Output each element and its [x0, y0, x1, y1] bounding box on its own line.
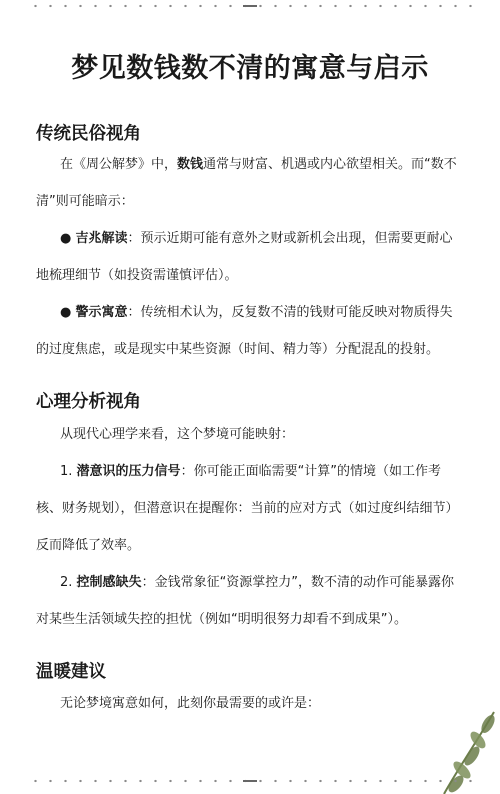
- bottom-dash-ornament: [243, 780, 257, 782]
- advice-intro: 无论梦境寓意如何，此刻你最需要的或许是：: [60, 696, 321, 711]
- psych-intro: 从现代心理学来看，这个梦境可能映射：: [60, 427, 295, 442]
- section-heading-advice: 温暖建议: [36, 662, 106, 682]
- section-heading-folk: 传统民俗视角: [36, 124, 141, 144]
- psych-item-1: [36, 453, 464, 564]
- folk-bullet-2: [36, 294, 464, 368]
- item-text: ：金钱常象征“资源掌控力”，数不清的动作可能暴露你对某些生活领域失控的担忧（例如“明明很努力却看不到成果”）。: [36, 575, 455, 627]
- item-marker: 2.: [60, 575, 73, 590]
- folk-intro-bold: 数钱: [177, 157, 204, 172]
- folk-intro-pre: 在《周公解梦》中，: [60, 157, 178, 172]
- item-marker: 1.: [60, 464, 73, 479]
- bullet-text: ：预示近期可能有意外之财或新机会出现，但需要更耐心地梳理细节（如投资需谨慎评估）。: [36, 231, 453, 283]
- bullet-text: ：传统相术认为，反复数不清的钱财可能反映对物质得失的过度焦虑，或是现实中某些资源（时间、精力等）分配混乱的投射。: [36, 305, 453, 357]
- item-bold: 控制感缺失: [76, 575, 142, 590]
- section-heading-psych: 心理分析视角: [36, 392, 141, 412]
- folk-intro: [36, 146, 464, 220]
- psych-item-2: [36, 564, 464, 638]
- folk-bullet-1: [36, 220, 464, 294]
- bullet-bold: 警示寓意: [75, 305, 128, 320]
- item-bold: 潜意识的压力信号: [76, 464, 181, 479]
- item-text: ：你可能正面临需要“计算”的情境（如工作考核、财务规划），但潜意识在提醒你：当前的应对方式（如过度纠结细节）反而降低了效率。: [36, 464, 459, 553]
- bullet-bold: 吉兆解读: [75, 231, 128, 246]
- bullet-marker: ●: [60, 305, 72, 320]
- folk-intro-post: 通常与财富、机遇或内心欲望相关。而“数不清”则可能暗示：: [36, 157, 457, 209]
- top-dash-ornament: [243, 5, 257, 7]
- bullet-marker: ●: [60, 231, 72, 246]
- page-title: 梦见数钱数不清的寓意与启示: [71, 53, 429, 84]
